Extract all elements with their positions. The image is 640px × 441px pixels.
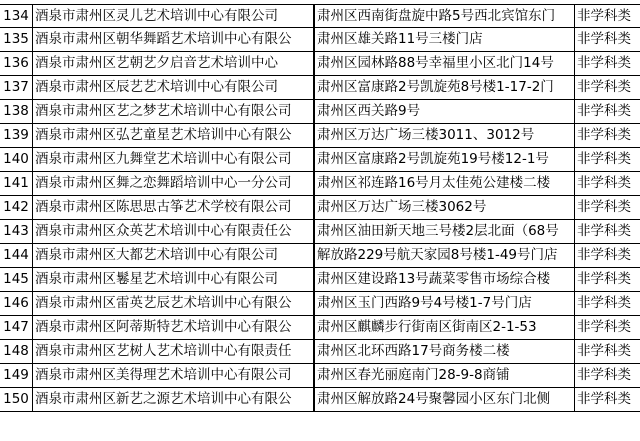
row-number-cell[interactable]: 135 (3, 31, 29, 47)
address-cell[interactable]: 肃州区解放路24号聚馨园小区东门北侧 (313, 388, 574, 411)
category-cell[interactable]: 非学科类 (574, 364, 640, 387)
address-cell[interactable]: 肃州区玉门西路9号4号楼1-7号门店 (313, 292, 574, 315)
address-cell[interactable]: 肃州区麒麟步行街南区街南区2-1-53 (313, 316, 574, 339)
institution-name-cell[interactable]: 酒泉市肃州区弘艺童星艺术培训中心有限公 (32, 124, 313, 147)
row-number-cell[interactable]: 134 (3, 8, 29, 24)
row-number-cell[interactable]: 146 (3, 295, 29, 311)
institution-name-cell[interactable]: 酒泉市肃州区众英艺术培训中心有限责任公 (32, 220, 313, 243)
category-cell[interactable]: 非学科类 (574, 124, 640, 147)
category-cell[interactable]: 非学科类 (574, 268, 640, 291)
row-number-cell[interactable]: 137 (3, 79, 29, 95)
institution-name-cell[interactable]: 酒泉市肃州区陈思思古筝艺术学校有限公司 (32, 196, 313, 219)
institution-name-cell[interactable]: 酒泉市肃州区艺朝艺夕启音艺术培训中心 (32, 52, 313, 75)
table-row[interactable] (0, 316, 640, 340)
row-number-cell[interactable]: 147 (3, 319, 29, 335)
table-row[interactable] (0, 340, 640, 364)
category-cell[interactable]: 非学科类 (574, 148, 640, 171)
address-cell[interactable]: 肃州区西南街盘旋中路5号西北宾馆东门 (313, 5, 574, 28)
address-cell[interactable]: 肃州区西关路9号 (313, 100, 574, 123)
address-cell[interactable]: 肃州区富康路2号凯旋苑19号楼12-1号 (313, 148, 574, 171)
row-number-cell[interactable]: 150 (3, 391, 29, 407)
address-cell[interactable]: 肃州区油田新天地三号楼2层北面（68号 (313, 220, 574, 243)
row-number-cell[interactable]: 140 (3, 151, 29, 167)
institution-name-cell[interactable]: 酒泉市肃州区九舞堂艺术培训中心有限公司 (32, 148, 313, 171)
table-row[interactable] (0, 196, 640, 220)
address-cell[interactable]: 肃州区园林路88号幸福里小区北门14号 (313, 52, 574, 75)
address-cell[interactable]: 解放路229号航天家园8号楼1-49号门店 (313, 244, 574, 267)
table-row[interactable] (0, 292, 640, 316)
table-row[interactable] (0, 28, 640, 52)
row-number-cell[interactable]: 142 (3, 199, 29, 215)
institution-name-cell[interactable]: 酒泉市肃州区阿蒂斯特艺术培训中心有限公 (32, 316, 313, 339)
row-number-cell[interactable]: 136 (3, 55, 29, 71)
table-row[interactable] (0, 364, 640, 388)
category-cell[interactable]: 非学科类 (574, 244, 640, 267)
institution-name-cell[interactable]: 酒泉市肃州区新艺之源艺术培训中心有限公 (32, 388, 313, 411)
table-row[interactable] (0, 388, 640, 412)
row-number-cell[interactable]: 149 (3, 367, 29, 383)
row-number-cell[interactable]: 139 (3, 127, 29, 143)
institution-name-cell[interactable]: 酒泉市肃州区灵儿艺术培训中心有限公司 (32, 5, 313, 28)
category-cell[interactable]: 非学科类 (574, 100, 640, 123)
address-cell[interactable]: 肃州区雄关路11号三楼门店 (313, 28, 574, 51)
institution-name-cell[interactable]: 酒泉市肃州区大都艺术培训中心有限公司 (32, 244, 313, 267)
category-cell[interactable]: 非学科类 (574, 196, 640, 219)
category-cell[interactable]: 非学科类 (574, 316, 640, 339)
category-cell[interactable]: 非学科类 (574, 340, 640, 363)
address-cell[interactable]: 肃州区春光丽庭南门28-9-8商铺 (313, 364, 574, 387)
category-cell[interactable]: 非学科类 (574, 220, 640, 243)
table-row[interactable] (0, 244, 640, 268)
institution-name-cell[interactable]: 酒泉市肃州区雷英艺辰艺术培训中心有限公 (32, 292, 313, 315)
institution-name-cell[interactable]: 酒泉市肃州区艺之梦艺术培训中心有限公司 (32, 100, 313, 123)
address-cell[interactable]: 肃州区富康路2号凯旋苑8号楼1-17-2门 (313, 76, 574, 99)
table-row[interactable] (0, 124, 640, 148)
institution-name-cell[interactable]: 酒泉市肃州区鬈星艺术培训中心有限公司 (32, 268, 313, 291)
category-cell[interactable]: 非学科类 (574, 172, 640, 195)
category-cell[interactable]: 非学科类 (574, 388, 640, 411)
table-row[interactable] (0, 76, 640, 100)
address-cell[interactable]: 肃州区建设路13号蔬菜零售市场综合楼 (313, 268, 574, 291)
address-cell[interactable]: 肃州区万达广场三楼3062号 (313, 196, 574, 219)
row-number-cell[interactable]: 144 (3, 247, 29, 263)
row-number-cell[interactable]: 143 (3, 223, 29, 239)
institution-name-cell[interactable]: 酒泉市肃州区艺树人艺术培训中心有限责任 (32, 340, 313, 363)
institution-name-cell[interactable]: 酒泉市肃州区美得理艺术培训中心有限公司 (32, 364, 313, 387)
row-number-cell[interactable]: 138 (3, 103, 29, 119)
row-number-cell[interactable]: 148 (3, 343, 29, 359)
address-cell[interactable]: 肃州区万达广场三楼3011、3012号 (313, 124, 574, 147)
category-cell[interactable]: 非学科类 (574, 52, 640, 75)
category-cell[interactable]: 非学科类 (574, 5, 640, 28)
address-cell[interactable]: 肃州区祁连路16号月太佳苑公建楼二楼 (313, 172, 574, 195)
table-row[interactable] (0, 268, 640, 292)
address-cell[interactable]: 肃州区北环西路17号商务楼二楼 (313, 340, 574, 363)
row-number-cell[interactable]: 141 (3, 175, 29, 191)
table-row[interactable] (0, 148, 640, 172)
category-cell[interactable]: 非学科类 (574, 28, 640, 51)
table-row[interactable] (0, 52, 640, 76)
institution-name-cell[interactable]: 酒泉市肃州区朝华舞蹈艺术培训中心有限公 (32, 28, 313, 51)
table-row[interactable] (0, 100, 640, 124)
institution-name-cell[interactable]: 酒泉市肃州区辰艺艺术培训中心有限公司 (32, 76, 313, 99)
table-row[interactable] (0, 172, 640, 196)
institution-name-cell[interactable]: 酒泉市肃州区舞之恋舞蹈培训中心一分公司 (32, 172, 313, 195)
table-row[interactable] (0, 4, 640, 28)
category-cell[interactable]: 非学科类 (574, 76, 640, 99)
table-row[interactable] (0, 220, 640, 244)
category-cell[interactable]: 非学科类 (574, 292, 640, 315)
row-number-cell[interactable]: 145 (3, 271, 29, 287)
